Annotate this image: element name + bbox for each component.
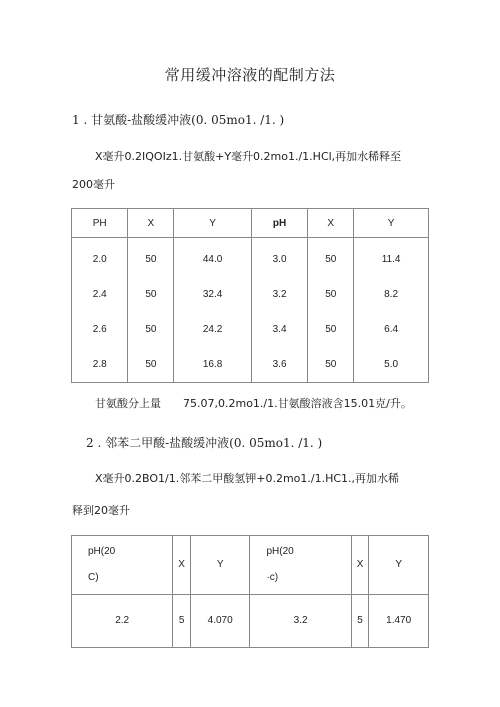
header-cell: X: [173, 536, 191, 595]
header-cell: Y: [174, 209, 252, 238]
header-cell: [250, 536, 351, 595]
header-cell: X: [308, 209, 354, 238]
table-cell: 50: [308, 238, 354, 278]
table-row: [72, 312, 429, 347]
table-cell: 5.0: [354, 347, 429, 383]
table-cell: 50: [308, 277, 354, 312]
table-cell: 2.6: [72, 312, 128, 347]
table-cell: 2.0: [72, 238, 128, 278]
table-cell: 8.2: [354, 277, 429, 312]
table-cell: 50: [128, 277, 174, 312]
table-cell: 50: [128, 347, 174, 383]
table-cell: 11.4: [354, 238, 429, 278]
table-cell: 32.4: [174, 277, 252, 312]
table-cell: 2.4: [72, 277, 128, 312]
section1-instruction-line1: X毫升0.2IQOIz1.甘氨酸+Y毫升0.2mo1./1.HCl,再加水稀释至: [95, 150, 402, 163]
table-header-row: [72, 209, 429, 238]
table-cell: 3.4: [251, 312, 307, 347]
header-line: pH(20: [88, 546, 116, 557]
table-cell: 50: [308, 312, 354, 347]
table-cell: 44.0: [174, 238, 252, 278]
header-line: pH(20: [266, 546, 294, 557]
table-row: [72, 238, 429, 278]
table-cell: 5: [173, 595, 191, 648]
table-header-row: [72, 536, 429, 595]
table-row: [72, 595, 429, 648]
header-line: C): [88, 572, 99, 583]
table-cell: 3.0: [251, 238, 307, 278]
header-cell: X: [128, 209, 174, 238]
table-row: [72, 347, 429, 383]
table-cell: 1.470: [369, 595, 429, 648]
header-line: ·c): [266, 572, 279, 583]
table-cell: 50: [308, 347, 354, 383]
section1-note: 甘氨酸分上量 75.07,0.2mo1./1.甘氨酸溶液含15.01克/升。: [95, 397, 412, 410]
table-cell: 50: [128, 238, 174, 278]
header-cell: PH: [72, 209, 128, 238]
header-cell: Y: [354, 209, 429, 238]
section2-instruction-line1: X毫升0.2BO1/1.邻苯二甲酸氢钾+0.2mo1./1.HC1.,再加水稀: [95, 472, 400, 485]
table-cell: 4.070: [190, 595, 250, 648]
header-cell: X: [351, 536, 369, 595]
section1-instruction-line2: 200毫升: [72, 178, 115, 191]
table-cell: 3.2: [251, 277, 307, 312]
table-cell: 3.2: [250, 595, 351, 648]
table-cell: 6.4: [354, 312, 429, 347]
section2-heading: 2 . 邻苯二甲酸-盐酸缓冲液(0. 05mo1. /1. ): [86, 436, 323, 450]
header-cell: pH: [251, 209, 307, 238]
table-cell: 3.6: [251, 347, 307, 383]
section2-table: [71, 535, 429, 648]
header-cell: [72, 536, 173, 595]
table-cell: 16.8: [174, 347, 252, 383]
table-cell: 50: [128, 312, 174, 347]
table-cell: 24.2: [174, 312, 252, 347]
table-cell: 2.8: [72, 347, 128, 383]
table-row: [72, 277, 429, 312]
section2-instruction-line2: 释到20毫升: [72, 504, 130, 517]
section1-table: [71, 208, 429, 383]
page-title: 常用缓冲溶液的配制方法: [164, 66, 336, 84]
section1-heading: 1 . 甘氨酸-盐酸缓冲液(0. 05mo1. /1. ): [72, 113, 285, 127]
header-cell: Y: [190, 536, 250, 595]
table-cell: 2.2: [72, 595, 173, 648]
table-cell: 5: [351, 595, 369, 648]
header-cell: Y: [369, 536, 429, 595]
